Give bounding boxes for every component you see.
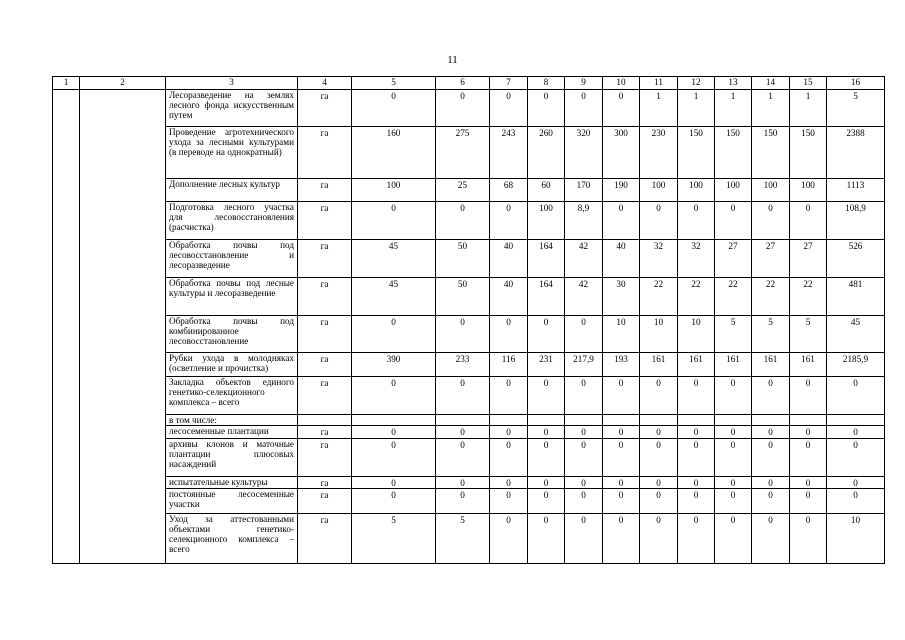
column-number: 8	[528, 77, 565, 90]
value-cell: 10	[603, 316, 640, 353]
value-cell: 0	[352, 489, 436, 514]
value-cell: 164	[528, 240, 565, 278]
value-cell: 0	[352, 316, 436, 353]
value-cell: 45	[352, 278, 436, 316]
value-cell: 0	[678, 377, 715, 415]
table-row	[53, 353, 885, 377]
value-cell: 10	[827, 514, 885, 564]
value-cell: 10	[678, 316, 715, 353]
value-cell: 42	[565, 240, 603, 278]
value-cell: 10	[640, 316, 678, 353]
value-cell: 8,9	[565, 202, 603, 240]
empty-cell	[80, 415, 166, 426]
value-cell: 1	[678, 90, 715, 127]
value-cell: 22	[715, 278, 752, 316]
value-cell: 160	[352, 127, 436, 179]
activity-name: постоянные лесосеменные участки	[166, 489, 298, 514]
value-cell: 22	[640, 278, 678, 316]
empty-cell	[53, 278, 80, 316]
value-cell: 0	[790, 489, 827, 514]
activity-name: Рубки ухода в молодняках (осветление и прочистка)	[166, 353, 298, 377]
value-cell: 0	[752, 377, 790, 415]
value-cell: 161	[790, 353, 827, 377]
activity-name: архивы клонов и маточные плантации плюсовых насаждений	[166, 439, 298, 477]
value-cell: 0	[827, 489, 885, 514]
value-cell: 2388	[827, 127, 885, 179]
table-row	[53, 127, 885, 179]
value-cell	[790, 415, 827, 426]
value-cell: 0	[352, 439, 436, 477]
column-number: 3	[166, 77, 298, 90]
value-cell: 0	[490, 202, 528, 240]
value-cell: 0	[640, 202, 678, 240]
unit-cell: га	[298, 426, 352, 439]
column-number: 7	[490, 77, 528, 90]
value-cell: 0	[436, 90, 490, 127]
value-cell: 27	[752, 240, 790, 278]
value-cell: 0	[603, 477, 640, 489]
value-cell: 0	[565, 90, 603, 127]
value-cell: 0	[528, 377, 565, 415]
value-cell: 481	[827, 278, 885, 316]
value-cell: 0	[790, 477, 827, 489]
column-number: 14	[752, 77, 790, 90]
value-cell: 45	[827, 316, 885, 353]
value-cell: 0	[490, 377, 528, 415]
value-cell: 526	[827, 240, 885, 278]
unit-cell: га	[298, 353, 352, 377]
value-cell: 0	[436, 377, 490, 415]
value-cell: 100	[678, 179, 715, 202]
value-cell: 0	[490, 316, 528, 353]
value-cell	[352, 415, 436, 426]
empty-cell	[80, 240, 166, 278]
value-cell: 0	[528, 514, 565, 564]
unit-cell: га	[298, 179, 352, 202]
value-cell: 320	[565, 127, 603, 179]
value-cell: 161	[678, 353, 715, 377]
unit-cell: га	[298, 514, 352, 564]
value-cell: 0	[528, 489, 565, 514]
value-cell: 161	[640, 353, 678, 377]
value-cell: 0	[490, 426, 528, 439]
value-cell: 390	[352, 353, 436, 377]
value-cell	[715, 415, 752, 426]
unit-cell: га	[298, 90, 352, 127]
empty-cell	[80, 353, 166, 377]
empty-cell	[80, 377, 166, 415]
value-cell: 0	[565, 514, 603, 564]
activity-name: в том числе:	[166, 415, 298, 426]
page-number: 11	[447, 54, 458, 66]
empty-cell	[53, 489, 80, 514]
unit-cell: га	[298, 127, 352, 179]
value-cell: 0	[790, 202, 827, 240]
value-cell: 100	[640, 179, 678, 202]
value-cell	[827, 415, 885, 426]
empty-cell	[80, 426, 166, 439]
value-cell: 0	[827, 426, 885, 439]
value-cell: 0	[752, 202, 790, 240]
value-cell: 0	[603, 489, 640, 514]
value-cell: 100	[752, 179, 790, 202]
value-cell: 0	[528, 316, 565, 353]
table-row	[53, 202, 885, 240]
value-cell: 0	[790, 439, 827, 477]
value-cell: 0	[565, 439, 603, 477]
value-cell: 0	[752, 426, 790, 439]
empty-cell	[53, 202, 80, 240]
activity-name: Обработка почвы под комбинированное лесовосстановление	[166, 316, 298, 353]
value-cell: 27	[715, 240, 752, 278]
value-cell: 5	[752, 316, 790, 353]
value-cell	[603, 415, 640, 426]
value-cell: 0	[565, 316, 603, 353]
value-cell: 0	[678, 477, 715, 489]
value-cell: 0	[490, 514, 528, 564]
value-cell: 0	[640, 426, 678, 439]
value-cell: 0	[352, 377, 436, 415]
activity-name: Обработка почвы под лесные культуры и лесоразведение	[166, 278, 298, 316]
empty-cell	[53, 127, 80, 179]
header-row	[53, 77, 885, 90]
value-cell: 0	[790, 514, 827, 564]
value-cell: 0	[715, 377, 752, 415]
value-cell: 0	[565, 426, 603, 439]
value-cell: 275	[436, 127, 490, 179]
table-row	[53, 426, 885, 439]
empty-cell	[53, 240, 80, 278]
value-cell: 1	[752, 90, 790, 127]
table-row	[53, 179, 885, 202]
activity-name: Закладка объектов единого генетико-селекционного комплекса – всего	[166, 377, 298, 415]
value-cell: 0	[603, 426, 640, 439]
value-cell: 0	[678, 514, 715, 564]
empty-cell	[80, 316, 166, 353]
table-row	[53, 514, 885, 564]
value-cell: 0	[490, 439, 528, 477]
value-cell: 0	[790, 377, 827, 415]
value-cell: 1113	[827, 179, 885, 202]
value-cell	[678, 415, 715, 426]
empty-cell	[53, 179, 80, 202]
value-cell: 150	[752, 127, 790, 179]
value-cell	[528, 415, 565, 426]
value-cell: 0	[640, 477, 678, 489]
value-cell: 0	[436, 477, 490, 489]
value-cell: 0	[528, 477, 565, 489]
value-cell: 300	[603, 127, 640, 179]
unit-cell: га	[298, 240, 352, 278]
unit-cell: га	[298, 202, 352, 240]
value-cell: 0	[678, 489, 715, 514]
unit-cell: га	[298, 278, 352, 316]
value-cell: 0	[490, 477, 528, 489]
value-cell: 108,9	[827, 202, 885, 240]
table-row	[53, 240, 885, 278]
unit-cell: га	[298, 477, 352, 489]
unit-cell: га	[298, 439, 352, 477]
column-number: 13	[715, 77, 752, 90]
value-cell: 260	[528, 127, 565, 179]
value-cell: 0	[528, 90, 565, 127]
activity-name: Уход за аттестованными объектами генетико-селекционного комплекса – всего	[166, 514, 298, 564]
value-cell: 0	[678, 202, 715, 240]
value-cell: 0	[490, 489, 528, 514]
value-cell: 0	[827, 477, 885, 489]
activity-name: Проведение агротехнического ухода за лесными культурами (в переводе на однократный)	[166, 127, 298, 179]
value-cell: 1	[790, 90, 827, 127]
value-cell: 0	[790, 426, 827, 439]
value-cell: 40	[490, 278, 528, 316]
value-cell: 1	[640, 90, 678, 127]
empty-cell	[80, 278, 166, 316]
empty-cell	[53, 415, 80, 426]
empty-cell	[53, 514, 80, 564]
table-row	[53, 489, 885, 514]
value-cell: 0	[528, 426, 565, 439]
unit-cell: га	[298, 316, 352, 353]
value-cell: 40	[490, 240, 528, 278]
empty-cell	[53, 439, 80, 477]
value-cell: 5	[436, 514, 490, 564]
value-cell: 45	[352, 240, 436, 278]
column-number: 2	[80, 77, 166, 90]
column-number: 10	[603, 77, 640, 90]
empty-cell	[53, 316, 80, 353]
activity-name: лесосеменные плантации	[166, 426, 298, 439]
column-number: 4	[298, 77, 352, 90]
table-row	[53, 439, 885, 477]
value-cell: 190	[603, 179, 640, 202]
value-cell: 161	[752, 353, 790, 377]
value-cell: 2185,9	[827, 353, 885, 377]
value-cell: 0	[752, 514, 790, 564]
value-cell: 0	[436, 489, 490, 514]
value-cell: 22	[752, 278, 790, 316]
empty-cell	[53, 426, 80, 439]
activity-name: испытательные культуры	[166, 477, 298, 489]
value-cell: 0	[640, 439, 678, 477]
value-cell: 217,9	[565, 353, 603, 377]
value-cell: 0	[640, 377, 678, 415]
column-number: 16	[827, 77, 885, 90]
value-cell: 161	[715, 353, 752, 377]
table-row	[53, 90, 885, 127]
activity-name: Обработка почвы под лесовосстановление и лесоразведение	[166, 240, 298, 278]
value-cell: 27	[790, 240, 827, 278]
value-cell: 0	[565, 477, 603, 489]
empty-cell	[53, 90, 80, 127]
value-cell: 0	[352, 202, 436, 240]
empty-cell	[80, 90, 166, 127]
value-cell	[640, 415, 678, 426]
value-cell: 164	[528, 278, 565, 316]
value-cell: 42	[565, 278, 603, 316]
value-cell: 22	[790, 278, 827, 316]
table-row	[53, 377, 885, 415]
value-cell: 0	[715, 439, 752, 477]
value-cell: 0	[436, 439, 490, 477]
value-cell: 0	[603, 377, 640, 415]
value-cell: 100	[715, 179, 752, 202]
value-cell: 231	[528, 353, 565, 377]
value-cell: 0	[603, 514, 640, 564]
value-cell	[565, 415, 603, 426]
data-table	[52, 76, 885, 564]
empty-cell	[80, 127, 166, 179]
value-cell: 50	[436, 240, 490, 278]
value-cell: 0	[752, 439, 790, 477]
unit-cell: га	[298, 377, 352, 415]
value-cell: 0	[752, 489, 790, 514]
value-cell	[436, 415, 490, 426]
value-cell: 0	[352, 477, 436, 489]
value-cell: 0	[565, 489, 603, 514]
column-number: 5	[352, 77, 436, 90]
activity-name: Лесоразведение на землях лесного фонда искусственным путем	[166, 90, 298, 127]
value-cell: 0	[603, 202, 640, 240]
value-cell: 150	[790, 127, 827, 179]
value-cell: 233	[436, 353, 490, 377]
empty-cell	[80, 514, 166, 564]
value-cell: 0	[827, 439, 885, 477]
unit-cell: га	[298, 489, 352, 514]
value-cell: 0	[352, 426, 436, 439]
value-cell: 0	[752, 477, 790, 489]
value-cell: 0	[565, 377, 603, 415]
value-cell: 32	[678, 240, 715, 278]
table-row	[53, 477, 885, 489]
value-cell: 0	[436, 202, 490, 240]
value-cell: 25	[436, 179, 490, 202]
value-cell: 0	[603, 90, 640, 127]
value-cell: 0	[352, 90, 436, 127]
empty-cell	[80, 179, 166, 202]
value-cell: 0	[436, 316, 490, 353]
column-number: 9	[565, 77, 603, 90]
value-cell: 0	[528, 439, 565, 477]
value-cell: 0	[827, 377, 885, 415]
value-cell: 0	[436, 426, 490, 439]
value-cell: 68	[490, 179, 528, 202]
value-cell	[752, 415, 790, 426]
value-cell: 5	[827, 90, 885, 127]
value-cell: 0	[678, 439, 715, 477]
value-cell: 22	[678, 278, 715, 316]
value-cell: 32	[640, 240, 678, 278]
value-cell: 40	[603, 240, 640, 278]
value-cell: 100	[528, 202, 565, 240]
value-cell: 0	[715, 514, 752, 564]
value-cell: 0	[678, 426, 715, 439]
column-number: 15	[790, 77, 827, 90]
column-number: 6	[436, 77, 490, 90]
value-cell: 5	[352, 514, 436, 564]
empty-cell	[53, 377, 80, 415]
value-cell: 1	[715, 90, 752, 127]
value-cell: 0	[640, 514, 678, 564]
unit-cell	[298, 415, 352, 426]
table-row	[53, 278, 885, 316]
value-cell: 0	[640, 489, 678, 514]
value-cell: 0	[715, 426, 752, 439]
value-cell: 0	[715, 477, 752, 489]
value-cell: 5	[715, 316, 752, 353]
value-cell: 60	[528, 179, 565, 202]
empty-cell	[53, 477, 80, 489]
activity-name: Подготовка лесного участка для лесовосстановления (расчистка)	[166, 202, 298, 240]
value-cell: 30	[603, 278, 640, 316]
value-cell: 243	[490, 127, 528, 179]
value-cell: 150	[715, 127, 752, 179]
value-cell: 50	[436, 278, 490, 316]
value-cell: 0	[603, 439, 640, 477]
value-cell: 5	[790, 316, 827, 353]
activity-name: Дополнение лесных культур	[166, 179, 298, 202]
empty-cell	[80, 439, 166, 477]
empty-cell	[80, 202, 166, 240]
value-cell: 150	[678, 127, 715, 179]
value-cell: 170	[565, 179, 603, 202]
empty-cell	[53, 353, 80, 377]
value-cell: 0	[715, 202, 752, 240]
empty-cell	[80, 477, 166, 489]
value-cell: 100	[790, 179, 827, 202]
column-number: 12	[678, 77, 715, 90]
value-cell: 116	[490, 353, 528, 377]
column-number: 1	[53, 77, 80, 90]
table-row	[53, 316, 885, 353]
value-cell	[490, 415, 528, 426]
empty-cell	[80, 489, 166, 514]
column-number: 11	[640, 77, 678, 90]
value-cell: 100	[352, 179, 436, 202]
value-cell: 0	[715, 489, 752, 514]
value-cell: 193	[603, 353, 640, 377]
value-cell: 0	[490, 90, 528, 127]
table-row	[53, 415, 885, 426]
value-cell: 230	[640, 127, 678, 179]
